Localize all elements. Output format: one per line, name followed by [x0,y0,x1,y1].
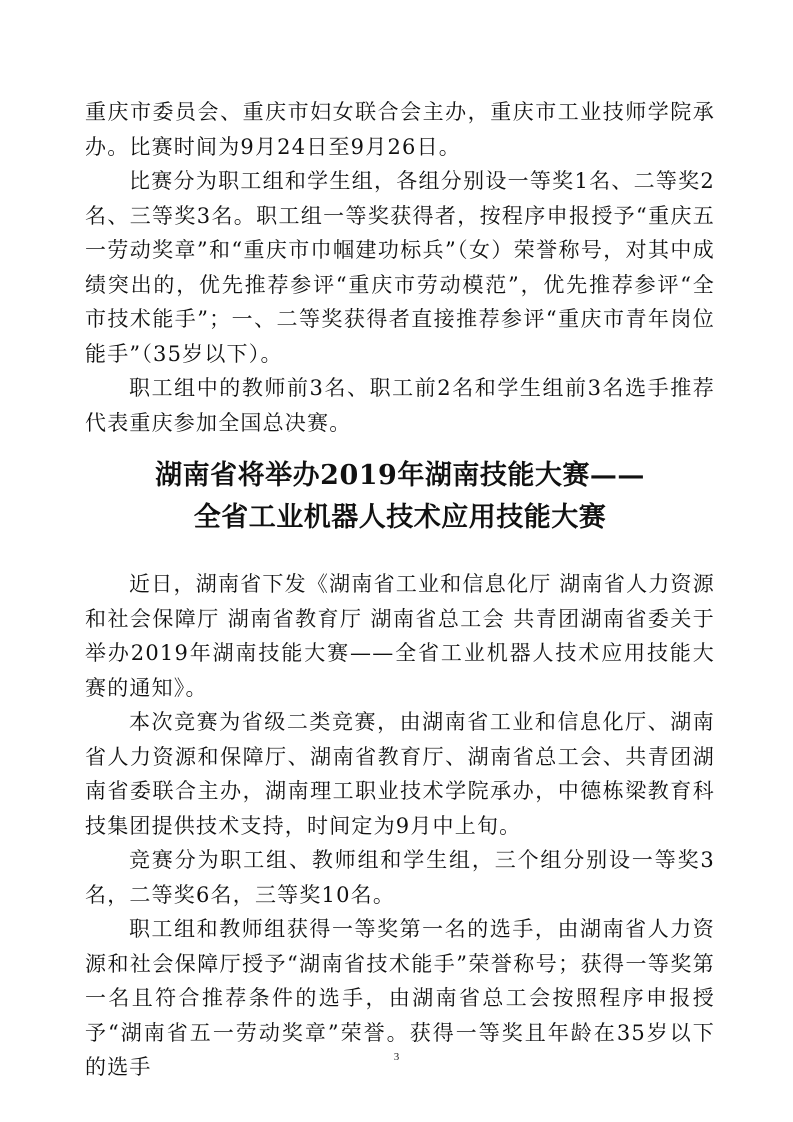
paragraph: 职工组中的教师前3名、职工前2名和学生组前3名选手推荐代表重庆参加全国总决赛。 [85,376,715,435]
paragraph: 比赛分为职工组和学生组，各组分别设一等奖1名、二等奖2名、三等奖3名。职工组一等奖获得者，按程序申报授予“重庆五一劳动奖章”和“重庆市巾帼建功标兵”（女）荣誉称号，对其中成绩突出的，优先推荐参评“重庆市劳动模范”，优先推荐参评“全市技术能手”；一、二等奖获得者直接推荐参评“重庆市青年岗位能手”（35岁以下）。 [85,169,715,366]
paragraph: 重庆市委员会、重庆市妇女联合会主办，重庆市工业技师学院承办。比赛时间为9月24日至9月26日。 [85,100,715,159]
paragraph: 竞赛分为职工组、教师组和学生组，三个组分别设一等奖3名，二等奖6名，三等奖10名。 [85,848,715,907]
page-number: 3 [393,1051,400,1063]
paragraph: 近日，湖南省下发《湖南省工业和信息化厅 湖南省人力资源和社会保障厅 湖南省教育厅 湖南省总工会 共青团湖南省委关于举办2019年湖南技能大赛——全省工业机器人技术应用技能大赛的通知》。 [85,572,715,700]
heading-line-2: 全省工业机器人技术应用技能大赛 [193,502,607,533]
section-hunan [85,567,715,1085]
section-chongqing [85,95,715,440]
paragraph: 本次竞赛为省级二类竞赛，由湖南省工业和信息化厅、湖南省人力资源和保障厅、湖南省教育厅、湖南省总工会、共青团湖南省委联合主办，湖南理工职业技术学院承办，中德栋梁教育科技集团提供技术支持，时间定为9月中上旬。 [85,710,715,838]
heading-line-1: 湖南省将举办2019年湖南技能大赛—— [155,460,645,491]
article-heading [85,455,715,539]
paragraph: 职工组和教师组获得一等奖第一名的选手，由湖南省人力资源和社会保障厅授予“湖南省技术能手”荣誉称号；获得一等奖第一名且符合推荐条件的选手，由湖南省总工会按照程序申报授予“湖南省五一劳动奖章”荣誉。获得一等奖且年龄在35岁以下的选手 [85,917,715,1079]
